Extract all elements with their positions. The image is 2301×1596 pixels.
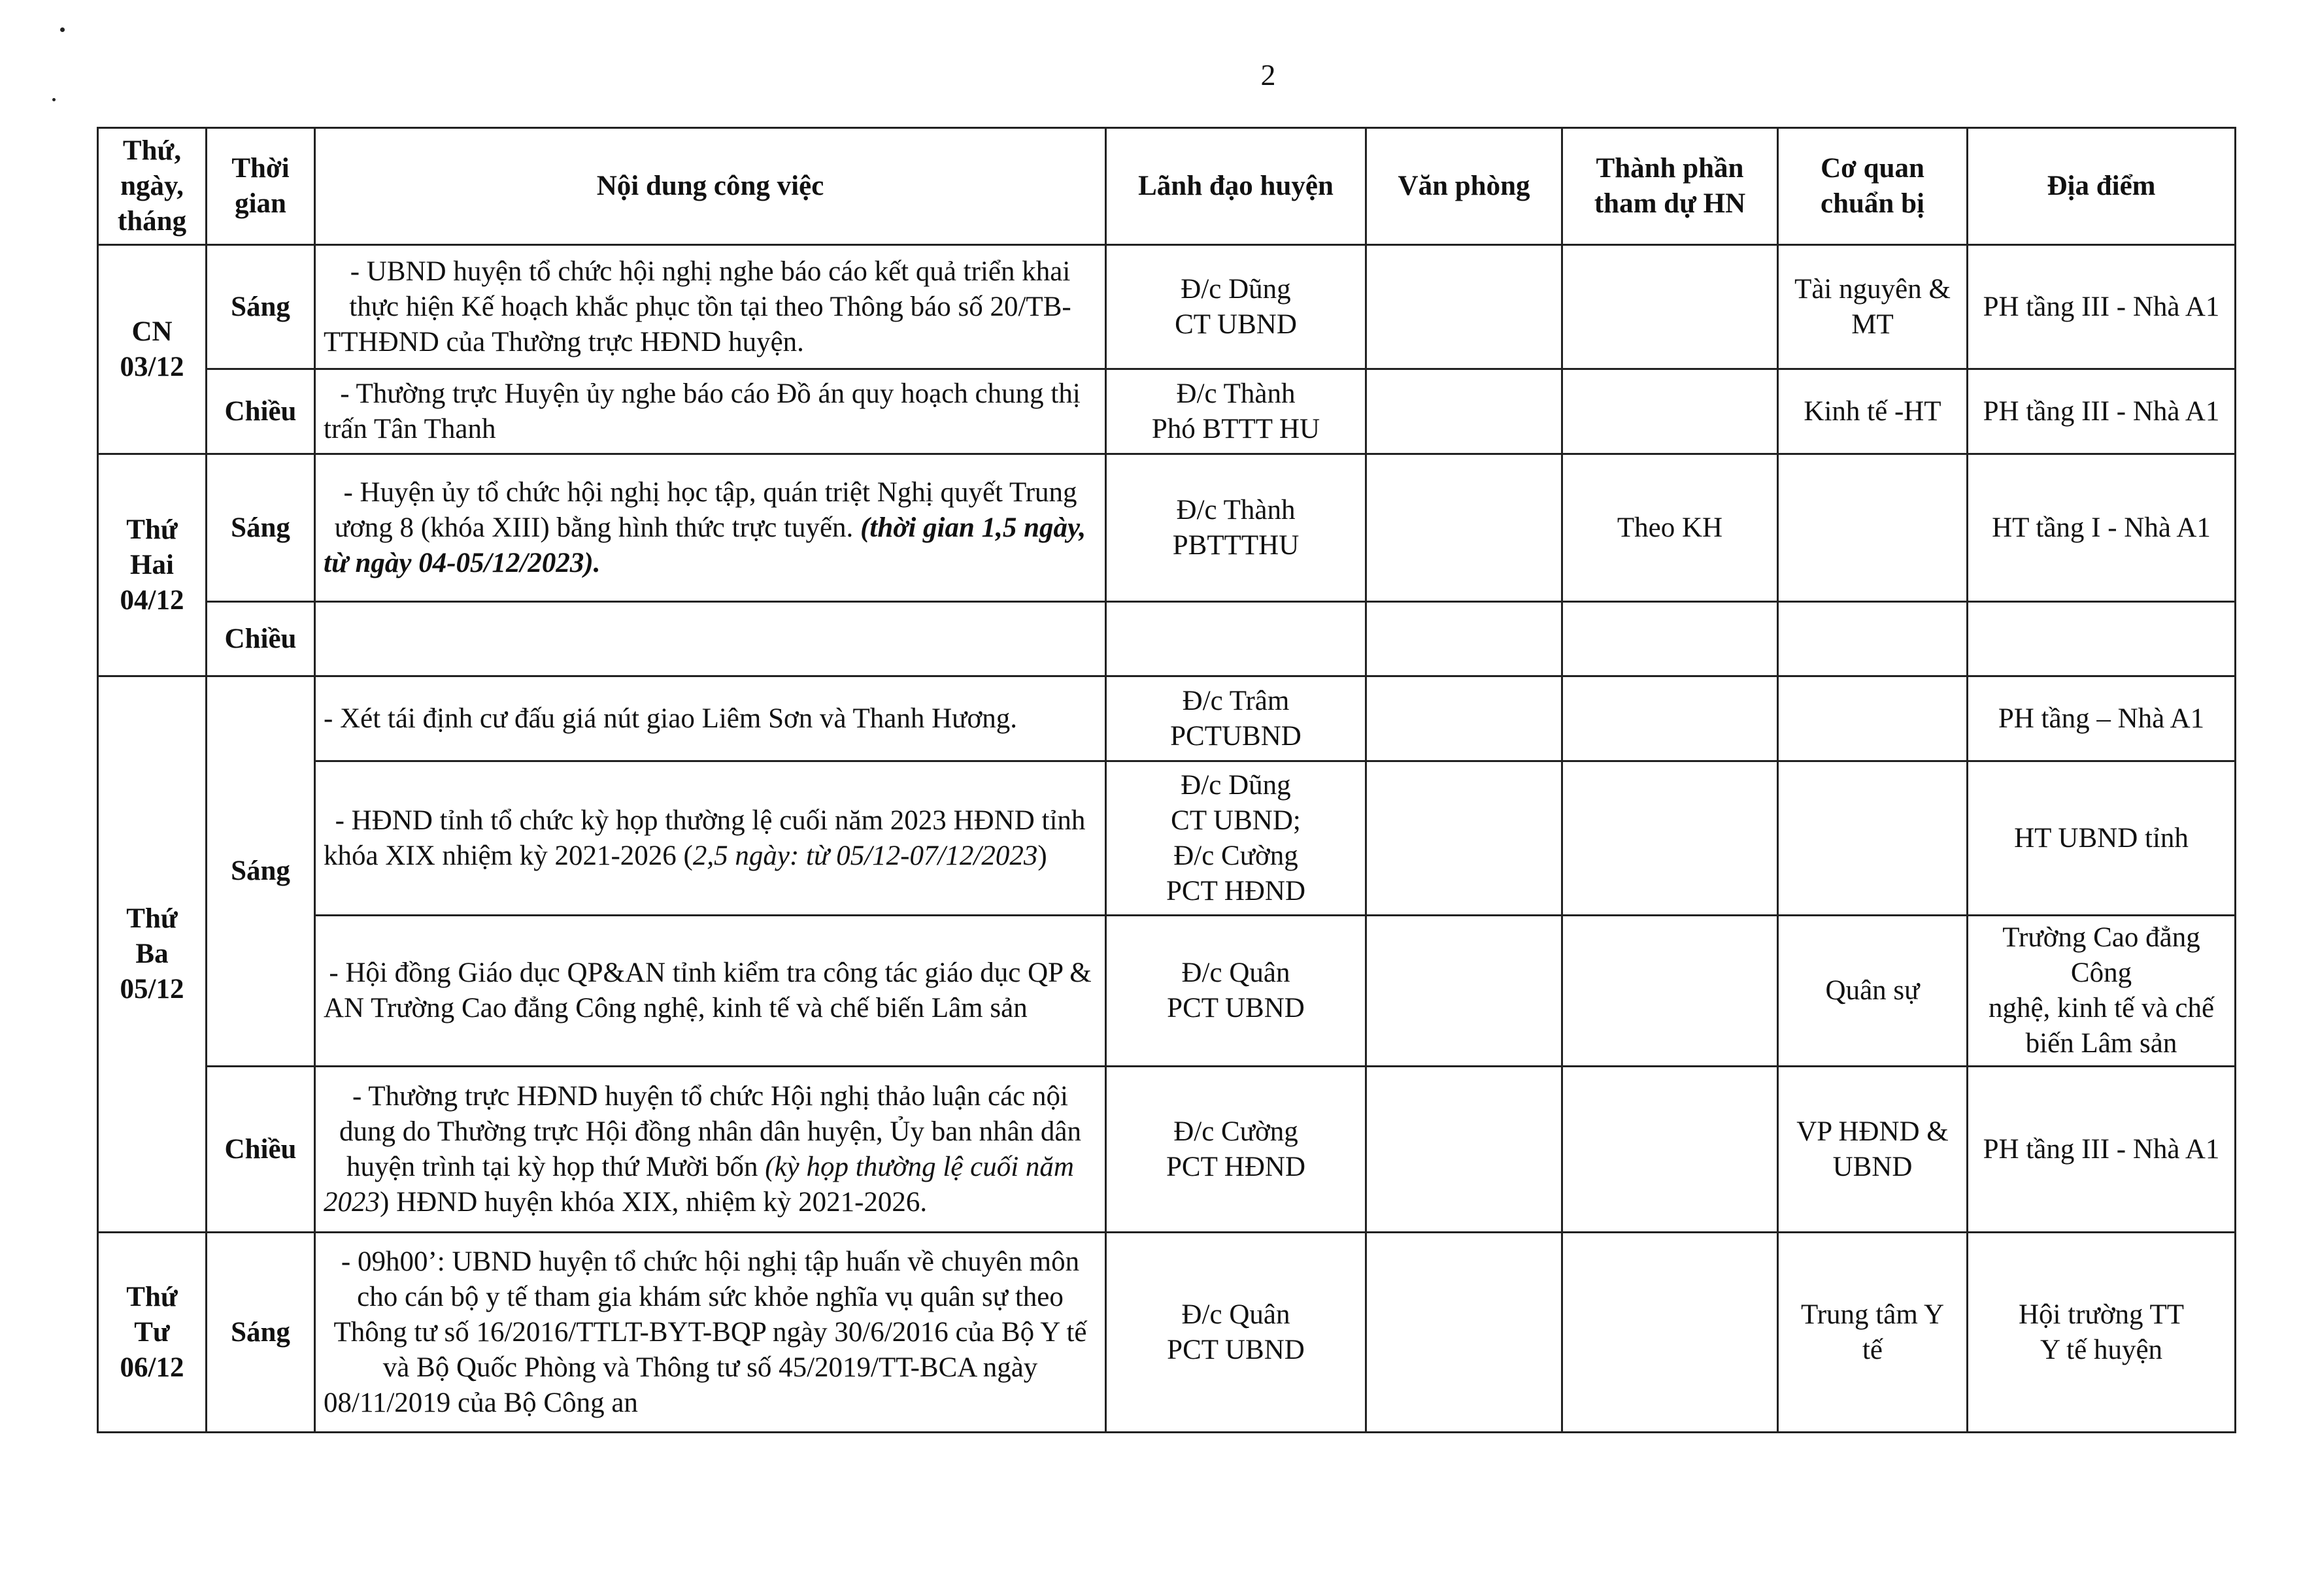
location-cell: HT tầng I - Nhà A1: [1968, 454, 2236, 602]
agency-cell: Trung tâm Y tế: [1778, 1233, 1968, 1433]
header-office: Văn phòng: [1366, 128, 1562, 245]
leader-cell: Đ/c Thành Phó BTTT HU: [1106, 369, 1366, 454]
office-cell: [1366, 602, 1562, 676]
day-cell: Thứ Hai 04/12: [98, 454, 207, 676]
participants-cell: [1562, 1067, 1778, 1233]
header-agency: Cơ quan chuẩn bị: [1778, 128, 1968, 245]
scan-dot: [52, 98, 56, 101]
table-row: [98, 454, 2236, 602]
participants-cell: [1562, 245, 1778, 369]
content-cell: [315, 602, 1106, 676]
office-cell: [1366, 676, 1562, 761]
session-cell: Chiều: [207, 369, 315, 454]
agency-cell: [1778, 602, 1968, 676]
table-row: [98, 1067, 2236, 1233]
table-row: [98, 245, 2236, 369]
agency-cell: VP HĐND & UBND: [1778, 1067, 1968, 1233]
header-leader: Lãnh đạo huyện: [1106, 128, 1366, 245]
leader-cell: Đ/c Dũng CT UBND: [1106, 245, 1366, 369]
day-cell: Thứ Ba 05/12: [98, 676, 207, 1233]
leader-cell: Đ/c Cường PCT HĐND: [1106, 1067, 1366, 1233]
agency-cell: Kinh tế -HT: [1778, 369, 1968, 454]
participants-cell: [1562, 1233, 1778, 1433]
session-cell: Sáng: [207, 1233, 315, 1433]
table-row: [98, 602, 2236, 676]
table-row: [98, 676, 2236, 761]
leader-cell: Đ/c Quân PCT UBND: [1106, 1233, 1366, 1433]
participants-cell: [1562, 369, 1778, 454]
header-participants: Thành phần tham dự HN: [1562, 128, 1778, 245]
office-cell: [1366, 369, 1562, 454]
location-cell: Hội trường TT Y tế huyện: [1968, 1233, 2236, 1433]
agency-cell: [1778, 761, 1968, 916]
content-cell: - HĐND tỉnh tổ chức kỳ họp thường lệ cuối năm 2023 HĐND tỉnh khóa XIX nhiệm kỳ 2021-2026 (2,5 ngày: từ 05/12-07/12/2023): [315, 761, 1106, 916]
agency-cell: Tài nguyên & MT: [1778, 245, 1968, 369]
page-number: 2: [1260, 58, 1276, 91]
office-cell: [1366, 1067, 1562, 1233]
location-cell: PH tầng III - Nhà A1: [1968, 369, 2236, 454]
office-cell: [1366, 1233, 1562, 1433]
scan-dot: [60, 27, 65, 32]
table-row: [98, 1233, 2236, 1433]
participants-cell: [1562, 676, 1778, 761]
leader-cell: Đ/c Trâm PCTUBND: [1106, 676, 1366, 761]
table-row: [98, 369, 2236, 454]
leader-cell: Đ/c Dũng CT UBND; Đ/c Cường PCT HĐND: [1106, 761, 1366, 916]
day-cell: CN 03/12: [98, 245, 207, 454]
header-time: Thời gian: [207, 128, 315, 245]
office-cell: [1366, 761, 1562, 916]
location-cell: Trường Cao đẳng Công nghệ, kinh tế và chế biến Lâm sản: [1968, 916, 2236, 1067]
location-cell: PH tầng III - Nhà A1: [1968, 1067, 2236, 1233]
session-cell: Sáng: [207, 245, 315, 369]
table-row: [98, 761, 2236, 916]
header-location: Địa điểm: [1968, 128, 2236, 245]
agency-cell: Quân sự: [1778, 916, 1968, 1067]
leader-cell: Đ/c Thành PBTTTHU: [1106, 454, 1366, 602]
location-cell: PH tầng – Nhà A1: [1968, 676, 2236, 761]
session-cell: Sáng: [207, 676, 315, 1067]
leader-cell: [1106, 602, 1366, 676]
location-cell: HT UBND tỉnh: [1968, 761, 2236, 916]
day-cell: Thứ Tư 06/12: [98, 1233, 207, 1433]
leader-cell: Đ/c Quân PCT UBND: [1106, 916, 1366, 1067]
session-cell: Chiều: [207, 1067, 315, 1233]
agency-cell: [1778, 676, 1968, 761]
content-cell: - Hội đồng Giáo dục QP&AN tỉnh kiểm tra công tác giáo dục QP & AN Trường Cao đẳng Công nghệ, kinh tế và chế biến Lâm sản: [315, 916, 1106, 1067]
content-cell: - Thường trực Huyện ủy nghe báo cáo Đồ án quy hoạch chung thị trấn Tân Thanh: [315, 369, 1106, 454]
schedule-table: [97, 127, 2236, 1433]
participants-cell: [1562, 602, 1778, 676]
participants-cell: [1562, 916, 1778, 1067]
content-cell: - UBND huyện tổ chức hội nghị nghe báo cáo kết quả triển khai thực hiện Kế hoạch khắc phục tồn tại theo Thông báo số 20/TB-TTHĐND của Thường trực HĐND huyện.: [315, 245, 1106, 369]
content-cell: - Xét tái định cư đấu giá nút giao Liêm Sơn và Thanh Hương.: [315, 676, 1106, 761]
agency-cell: [1778, 454, 1968, 602]
table-row: [98, 916, 2236, 1067]
content-cell: - 09h00’: UBND huyện tổ chức hội nghị tập huấn về chuyên môn cho cán bộ y tế tham gia khám sức khỏe nghĩa vụ quân sự theo Thông tư số 16/2016/TTLT-BYT-BQP ngày 30/6/2016 của Bộ Y tế và Bộ Quốc Phòng và Thông tư số 45/2019/TT-BCA ngày 08/11/2019 của Bộ Công an: [315, 1233, 1106, 1433]
location-cell: PH tầng III - Nhà A1: [1968, 245, 2236, 369]
session-cell: Sáng: [207, 454, 315, 602]
content-cell: - Huyện ủy tổ chức hội nghị học tập, quán triệt Nghị quyết Trung ương 8 (khóa XIII) bằng hình thức trực tuyến. (thời gian 1,5 ngày, từ ngày 04-05/12/2023).: [315, 454, 1106, 602]
session-cell: Chiều: [207, 602, 315, 676]
header-day: Thứ, ngày, tháng: [98, 128, 207, 245]
office-cell: [1366, 454, 1562, 602]
header-content: Nội dung công việc: [315, 128, 1106, 245]
office-cell: [1366, 916, 1562, 1067]
office-cell: [1366, 245, 1562, 369]
content-cell: - Thường trực HĐND huyện tổ chức Hội nghị thảo luận các nội dung do Thường trực Hội đồng nhân dân huyện, Ủy ban nhân dân huyện trình tại kỳ họp thứ Mười bốn (kỳ họp thường lệ cuối năm 2023) HĐND huyện khóa XIX, nhiệm kỳ 2021-2026.: [315, 1067, 1106, 1233]
location-cell: [1968, 602, 2236, 676]
header-row: [98, 128, 2236, 245]
participants-cell: Theo KH: [1562, 454, 1778, 602]
participants-cell: [1562, 761, 1778, 916]
